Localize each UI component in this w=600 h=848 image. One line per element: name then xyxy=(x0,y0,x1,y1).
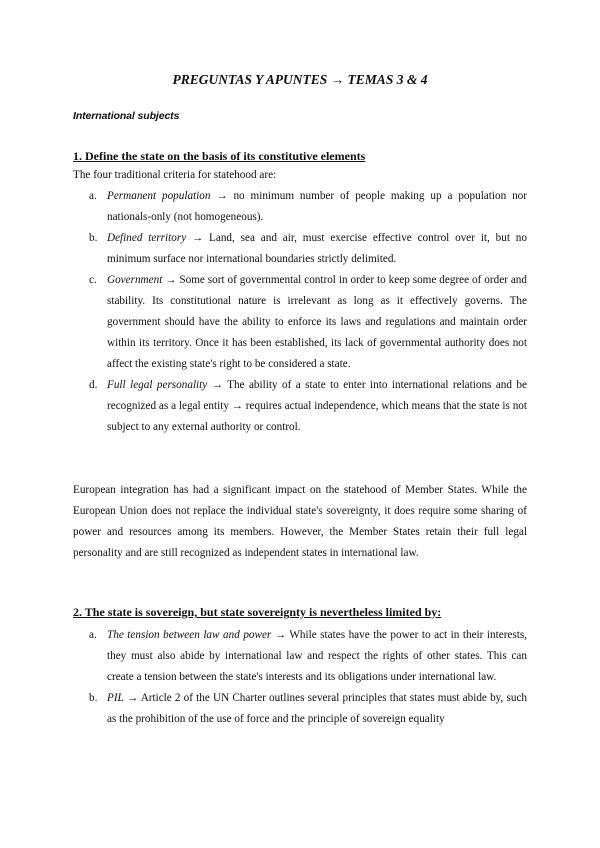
list-item-text: → While states have the power to act in their interests, they must also abide by international law and respect the rights of other states. This can create a tension between the state's interests and its obligations under international law. xyxy=(107,629,527,683)
list-item xyxy=(73,228,527,270)
list-marker: b. xyxy=(89,692,98,704)
list-item-term: PIL xyxy=(107,692,124,704)
european-integration-paragraph: European integration has had a significant impact on the statehood of Member States. While the European Union does not replace the individual state's sovereignty, it does require some sharing of power and resources among its members. However, the Member States retain their full legal personality and are still recognized as independent states in international law. xyxy=(73,484,527,559)
list-marker: a. xyxy=(89,629,97,641)
page-title: PREGUNTAS Y APUNTES → TEMAS 3 & 4 xyxy=(172,72,428,87)
question-2-limits-list xyxy=(73,625,527,730)
list-item-text: → Some sort of governmental control in order to keep some degree of order and stability. Its constitutional nature is irrelevant as long as it effectively governs. The government should have the ability to enforce its laws and regulations and maintain order within its territory. Once it has been established, its lack of governmental authority does not affect the existing state's right to be considered a state. xyxy=(107,274,527,370)
list-item xyxy=(73,186,527,228)
list-item-term: Full legal personality xyxy=(107,379,208,391)
list-item-term: Defined territory xyxy=(107,232,187,244)
list-item xyxy=(73,625,527,688)
list-item-term: Permanent population xyxy=(107,190,211,202)
list-item-term: Government xyxy=(107,274,163,286)
list-item xyxy=(73,375,527,438)
list-item-text: → Article 2 of the UN Charter outlines several principles that states must abide by, such as the prohibition of the use of force and the principle of sovereign equality xyxy=(107,692,527,725)
section-label: International subjects xyxy=(73,110,180,122)
list-item-text: → The ability of a state to enter into international relations and be recognized as a legal entity → requires actual independence, which means that the state is not subject to any external authority or control. xyxy=(107,379,527,433)
list-item xyxy=(73,270,527,375)
question-1-intro: The four traditional criteria for statehood are: xyxy=(73,169,277,181)
list-marker: c. xyxy=(89,274,97,286)
list-marker: b. xyxy=(89,232,98,244)
list-marker: a. xyxy=(89,190,97,202)
list-item-term: The tension between law and power xyxy=(107,629,272,641)
list-item-text: → Land, sea and air, must exercise effective control over it, but no minimum surface nor international boundaries strictly delimited. xyxy=(107,232,527,265)
list-marker: d. xyxy=(89,379,98,391)
question-1-heading: 1. Define the state on the basis of its constitutive elements xyxy=(73,149,366,163)
list-item xyxy=(73,688,527,730)
question-2-heading: 2. The state is sovereign, but state sovereignty is nevertheless limited by: xyxy=(73,605,442,619)
question-1-criteria-list xyxy=(73,186,527,438)
list-item-text: → no minimum number of people making up a population nor nationals-only (not homogeneous). xyxy=(107,190,527,223)
